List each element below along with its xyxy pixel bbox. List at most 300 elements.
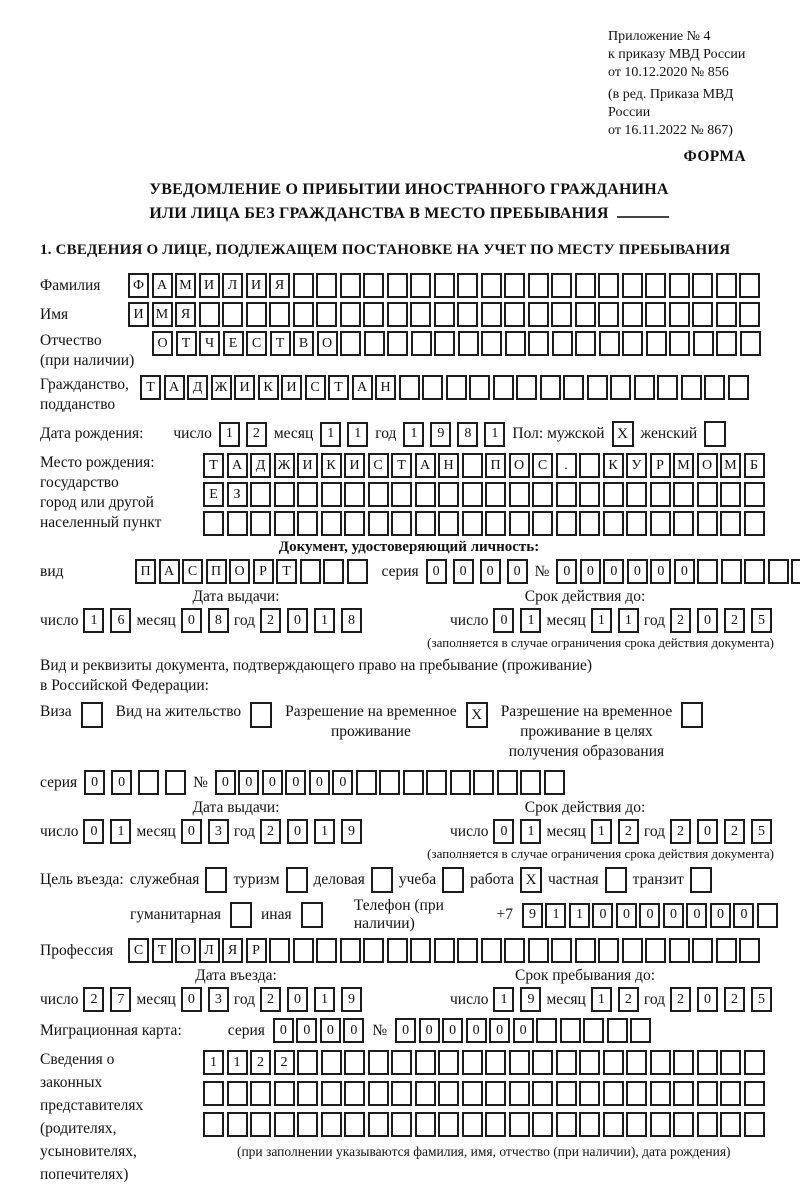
char-cell[interactable] — [316, 302, 337, 327]
char-cell[interactable] — [387, 302, 408, 327]
char-cell[interactable]: 0 — [287, 819, 308, 844]
char-cell[interactable]: М — [152, 302, 173, 327]
char-cell[interactable] — [387, 938, 408, 963]
char-cell[interactable]: П — [135, 559, 156, 584]
char-cell[interactable]: 1 — [347, 422, 368, 447]
char-cell[interactable] — [415, 511, 436, 536]
char-cell[interactable] — [368, 1112, 389, 1137]
char-cell[interactable] — [323, 559, 344, 584]
char-cell[interactable]: 1 — [227, 1050, 248, 1075]
char-cell[interactable] — [650, 482, 671, 507]
purpose-private-checkbox[interactable] — [605, 867, 627, 893]
char-cell[interactable] — [250, 1081, 271, 1106]
char-cell[interactable] — [415, 1050, 436, 1075]
char-cell[interactable] — [356, 770, 377, 795]
char-cell[interactable] — [716, 938, 737, 963]
char-cell[interactable] — [481, 331, 502, 356]
purpose-official-checkbox[interactable] — [205, 867, 227, 893]
char-cell[interactable] — [300, 559, 321, 584]
char-cell[interactable] — [321, 511, 342, 536]
char-cell[interactable] — [556, 1112, 577, 1137]
char-cell[interactable]: И — [297, 453, 318, 478]
char-cell[interactable] — [739, 938, 760, 963]
char-cell[interactable]: 1 — [320, 422, 341, 447]
char-cell[interactable]: 1 — [83, 608, 104, 633]
char-cell[interactable]: 0 — [84, 770, 105, 795]
char-cell[interactable] — [485, 482, 506, 507]
char-cell[interactable] — [297, 511, 318, 536]
char-cell[interactable]: А — [159, 559, 180, 584]
char-cell[interactable] — [481, 273, 502, 298]
char-cell[interactable] — [716, 331, 737, 356]
char-cell[interactable] — [504, 273, 525, 298]
char-cell[interactable] — [692, 938, 713, 963]
char-cell[interactable] — [344, 1050, 365, 1075]
purpose-work-checkbox[interactable]: X — [520, 867, 542, 893]
char-cell[interactable]: Р — [650, 453, 671, 478]
char-cell[interactable] — [528, 273, 549, 298]
char-cell[interactable]: С — [305, 375, 326, 400]
char-cell[interactable]: 0 — [426, 559, 447, 584]
char-cell[interactable] — [344, 511, 365, 536]
char-cell[interactable] — [293, 273, 314, 298]
char-cell[interactable] — [697, 511, 718, 536]
char-cell[interactable] — [387, 273, 408, 298]
char-cell[interactable] — [622, 331, 643, 356]
char-cell[interactable]: 0 — [686, 903, 707, 928]
char-cell[interactable]: 0 — [710, 903, 731, 928]
char-cell[interactable] — [563, 375, 584, 400]
char-cell[interactable]: А — [415, 453, 436, 478]
char-cell[interactable]: 0 — [262, 770, 283, 795]
char-cell[interactable] — [697, 559, 718, 584]
char-cell[interactable] — [462, 453, 483, 478]
char-cell[interactable]: 2 — [618, 819, 639, 844]
char-cell[interactable] — [227, 1081, 248, 1106]
char-cell[interactable] — [739, 302, 760, 327]
char-cell[interactable]: В — [293, 331, 314, 356]
char-cell[interactable] — [720, 1081, 741, 1106]
char-cell[interactable] — [728, 375, 749, 400]
char-cell[interactable] — [607, 1018, 628, 1043]
char-cell[interactable]: А — [352, 375, 373, 400]
char-cell[interactable] — [693, 331, 714, 356]
char-cell[interactable] — [387, 331, 408, 356]
char-cell[interactable] — [560, 1018, 581, 1043]
char-cell[interactable] — [457, 302, 478, 327]
char-cell[interactable] — [528, 302, 549, 327]
char-cell[interactable] — [744, 1081, 765, 1106]
char-cell[interactable] — [316, 938, 337, 963]
char-cell[interactable]: 0 — [513, 1018, 534, 1043]
char-cell[interactable]: 1 — [591, 608, 612, 633]
char-cell[interactable]: 2 — [670, 608, 691, 633]
char-cell[interactable] — [368, 511, 389, 536]
char-cell[interactable] — [485, 511, 506, 536]
char-cell[interactable]: 1 — [219, 422, 240, 447]
char-cell[interactable]: Ч — [199, 331, 220, 356]
char-cell[interactable] — [598, 302, 619, 327]
char-cell[interactable]: 0 — [273, 1018, 294, 1043]
char-cell[interactable] — [650, 1050, 671, 1075]
char-cell[interactable]: 2 — [670, 819, 691, 844]
char-cell[interactable] — [344, 482, 365, 507]
char-cell[interactable] — [650, 1081, 671, 1106]
char-cell[interactable] — [438, 1050, 459, 1075]
char-cell[interactable] — [347, 559, 368, 584]
char-cell[interactable] — [579, 1081, 600, 1106]
char-cell[interactable] — [697, 1112, 718, 1137]
char-cell[interactable] — [744, 482, 765, 507]
char-cell[interactable]: 5 — [751, 819, 772, 844]
char-cell[interactable]: К — [321, 453, 342, 478]
char-cell[interactable] — [673, 511, 694, 536]
visa-checkbox[interactable] — [81, 702, 103, 728]
char-cell[interactable]: М — [175, 273, 196, 298]
char-cell[interactable]: 0 — [287, 608, 308, 633]
char-cell[interactable] — [645, 273, 666, 298]
char-cell[interactable] — [438, 1081, 459, 1106]
char-cell[interactable] — [575, 938, 596, 963]
char-cell[interactable] — [598, 273, 619, 298]
char-cell[interactable]: 0 — [296, 1018, 317, 1043]
char-cell[interactable] — [673, 1050, 694, 1075]
char-cell[interactable] — [704, 375, 725, 400]
char-cell[interactable]: 0 — [674, 559, 695, 584]
char-cell[interactable] — [434, 938, 455, 963]
char-cell[interactable] — [540, 375, 561, 400]
char-cell[interactable] — [485, 1081, 506, 1106]
char-cell[interactable] — [391, 1050, 412, 1075]
char-cell[interactable] — [344, 1112, 365, 1137]
char-cell[interactable]: 0 — [663, 903, 684, 928]
char-cell[interactable] — [532, 482, 553, 507]
char-cell[interactable] — [622, 273, 643, 298]
char-cell[interactable] — [532, 1112, 553, 1137]
char-cell[interactable]: 1 — [314, 608, 335, 633]
char-cell[interactable]: Д — [250, 453, 271, 478]
char-cell[interactable] — [610, 375, 631, 400]
char-cell[interactable]: 1 — [493, 987, 514, 1012]
char-cell[interactable]: 1 — [569, 903, 590, 928]
char-cell[interactable] — [399, 375, 420, 400]
char-cell[interactable]: 9 — [430, 422, 451, 447]
char-cell[interactable] — [340, 938, 361, 963]
char-cell[interactable] — [681, 375, 702, 400]
char-cell[interactable] — [626, 511, 647, 536]
char-cell[interactable]: Т — [140, 375, 161, 400]
char-cell[interactable] — [579, 1050, 600, 1075]
char-cell[interactable] — [426, 770, 447, 795]
char-cell[interactable] — [716, 273, 737, 298]
char-cell[interactable]: 0 — [111, 770, 132, 795]
char-cell[interactable] — [575, 331, 596, 356]
char-cell[interactable]: 0 — [453, 559, 474, 584]
char-cell[interactable] — [340, 331, 361, 356]
purpose-humanitarian-checkbox[interactable] — [230, 902, 252, 928]
char-cell[interactable]: 2 — [260, 819, 281, 844]
char-cell[interactable] — [650, 511, 671, 536]
char-cell[interactable]: 2 — [246, 422, 267, 447]
char-cell[interactable] — [673, 482, 694, 507]
char-cell[interactable] — [391, 1081, 412, 1106]
char-cell[interactable] — [740, 331, 761, 356]
char-cell[interactable] — [528, 938, 549, 963]
purpose-business-checkbox[interactable] — [371, 867, 393, 893]
char-cell[interactable]: М — [673, 453, 694, 478]
char-cell[interactable]: 0 — [480, 559, 501, 584]
char-cell[interactable] — [457, 273, 478, 298]
char-cell[interactable] — [528, 331, 549, 356]
char-cell[interactable] — [274, 1112, 295, 1137]
char-cell[interactable] — [739, 273, 760, 298]
char-cell[interactable]: Ж — [211, 375, 232, 400]
char-cell[interactable] — [645, 302, 666, 327]
char-cell[interactable]: 0 — [309, 770, 330, 795]
char-cell[interactable] — [669, 938, 690, 963]
char-cell[interactable] — [462, 1081, 483, 1106]
char-cell[interactable] — [410, 302, 431, 327]
char-cell[interactable] — [657, 375, 678, 400]
char-cell[interactable]: 0 — [697, 608, 718, 633]
char-cell[interactable]: П — [485, 453, 506, 478]
char-cell[interactable]: 8 — [208, 608, 229, 633]
char-cell[interactable]: 0 — [627, 559, 648, 584]
char-cell[interactable] — [422, 375, 443, 400]
char-cell[interactable] — [462, 1050, 483, 1075]
char-cell[interactable]: 0 — [181, 608, 202, 633]
char-cell[interactable]: 3 — [208, 987, 229, 1012]
char-cell[interactable]: 1 — [545, 903, 566, 928]
char-cell[interactable]: 1 — [314, 987, 335, 1012]
char-cell[interactable] — [532, 511, 553, 536]
char-cell[interactable] — [575, 273, 596, 298]
char-cell[interactable]: 1 — [618, 608, 639, 633]
char-cell[interactable] — [509, 511, 530, 536]
char-cell[interactable]: Т — [270, 331, 291, 356]
char-cell[interactable]: 0 — [238, 770, 259, 795]
char-cell[interactable] — [321, 1112, 342, 1137]
char-cell[interactable] — [438, 1112, 459, 1137]
char-cell[interactable]: 5 — [751, 987, 772, 1012]
char-cell[interactable]: Т — [328, 375, 349, 400]
char-cell[interactable]: И — [199, 273, 220, 298]
char-cell[interactable] — [579, 511, 600, 536]
char-cell[interactable] — [645, 938, 666, 963]
char-cell[interactable]: 7 — [110, 987, 131, 1012]
char-cell[interactable] — [720, 1112, 741, 1137]
char-cell[interactable]: Ф — [128, 273, 149, 298]
char-cell[interactable] — [669, 273, 690, 298]
char-cell[interactable]: 0 — [83, 819, 104, 844]
char-cell[interactable] — [316, 273, 337, 298]
char-cell[interactable]: К — [603, 453, 624, 478]
char-cell[interactable] — [744, 559, 765, 584]
char-cell[interactable] — [599, 331, 620, 356]
char-cell[interactable] — [556, 482, 577, 507]
char-cell[interactable]: Л — [222, 273, 243, 298]
char-cell[interactable] — [340, 273, 361, 298]
char-cell[interactable] — [520, 770, 541, 795]
char-cell[interactable] — [321, 1081, 342, 1106]
char-cell[interactable]: 2 — [83, 987, 104, 1012]
char-cell[interactable] — [626, 1081, 647, 1106]
char-cell[interactable] — [673, 1112, 694, 1137]
char-cell[interactable] — [250, 1112, 271, 1137]
char-cell[interactable]: 0 — [332, 770, 353, 795]
sex-female-checkbox[interactable] — [704, 421, 726, 447]
char-cell[interactable] — [138, 770, 159, 795]
char-cell[interactable] — [603, 482, 624, 507]
char-cell[interactable]: И — [246, 273, 267, 298]
purpose-tourism-checkbox[interactable] — [286, 867, 308, 893]
char-cell[interactable] — [669, 302, 690, 327]
char-cell[interactable]: Р — [246, 938, 267, 963]
char-cell[interactable]: Т — [176, 331, 197, 356]
char-cell[interactable]: К — [258, 375, 279, 400]
char-cell[interactable] — [293, 302, 314, 327]
char-cell[interactable] — [744, 511, 765, 536]
char-cell[interactable]: 1 — [484, 422, 505, 447]
char-cell[interactable] — [321, 1050, 342, 1075]
char-cell[interactable] — [446, 375, 467, 400]
char-cell[interactable]: 2 — [670, 987, 691, 1012]
char-cell[interactable] — [509, 1112, 530, 1137]
char-cell[interactable] — [457, 938, 478, 963]
char-cell[interactable]: 5 — [751, 608, 772, 633]
purpose-other-checkbox[interactable] — [301, 902, 323, 928]
char-cell[interactable] — [579, 453, 600, 478]
char-cell[interactable] — [434, 331, 455, 356]
char-cell[interactable] — [504, 302, 525, 327]
char-cell[interactable] — [363, 938, 384, 963]
char-cell[interactable]: У — [626, 453, 647, 478]
char-cell[interactable] — [434, 273, 455, 298]
char-cell[interactable] — [391, 511, 412, 536]
char-cell[interactable]: 0 — [697, 987, 718, 1012]
char-cell[interactable] — [720, 511, 741, 536]
char-cell[interactable]: С — [128, 938, 149, 963]
char-cell[interactable]: Е — [203, 482, 224, 507]
char-cell[interactable] — [630, 1018, 651, 1043]
purpose-study-checkbox[interactable] — [442, 867, 464, 893]
char-cell[interactable] — [536, 1018, 557, 1043]
char-cell[interactable] — [297, 1050, 318, 1075]
char-cell[interactable] — [250, 482, 271, 507]
char-cell[interactable] — [274, 511, 295, 536]
char-cell[interactable] — [438, 511, 459, 536]
char-cell[interactable]: 2 — [724, 608, 745, 633]
char-cell[interactable] — [579, 1112, 600, 1137]
char-cell[interactable]: 2 — [250, 1050, 271, 1075]
char-cell[interactable] — [669, 331, 690, 356]
char-cell[interactable]: П — [206, 559, 227, 584]
sex-male-checkbox[interactable]: X — [612, 421, 634, 447]
char-cell[interactable]: Д — [187, 375, 208, 400]
char-cell[interactable]: 1 — [314, 819, 335, 844]
char-cell[interactable]: 0 — [616, 903, 637, 928]
char-cell[interactable] — [509, 482, 530, 507]
char-cell[interactable]: 0 — [603, 559, 624, 584]
char-cell[interactable]: 0 — [181, 987, 202, 1012]
char-cell[interactable]: 6 — [110, 608, 131, 633]
char-cell[interactable] — [462, 511, 483, 536]
char-cell[interactable] — [532, 1081, 553, 1106]
char-cell[interactable]: 1 — [110, 819, 131, 844]
char-cell[interactable]: 1 — [403, 422, 424, 447]
char-cell[interactable] — [551, 273, 572, 298]
char-cell[interactable] — [744, 1112, 765, 1137]
char-cell[interactable] — [622, 938, 643, 963]
char-cell[interactable] — [692, 302, 713, 327]
char-cell[interactable] — [485, 1112, 506, 1137]
char-cell[interactable]: Я — [175, 302, 196, 327]
char-cell[interactable]: О — [175, 938, 196, 963]
char-cell[interactable] — [598, 938, 619, 963]
char-cell[interactable] — [199, 302, 220, 327]
char-cell[interactable]: Т — [203, 453, 224, 478]
char-cell[interactable] — [321, 482, 342, 507]
char-cell[interactable]: С — [246, 331, 267, 356]
char-cell[interactable]: Н — [375, 375, 396, 400]
char-cell[interactable] — [469, 375, 490, 400]
char-cell[interactable]: 0 — [466, 1018, 487, 1043]
char-cell[interactable] — [757, 903, 778, 928]
char-cell[interactable] — [697, 482, 718, 507]
char-cell[interactable]: 0 — [489, 1018, 510, 1043]
char-cell[interactable] — [744, 1050, 765, 1075]
char-cell[interactable] — [505, 331, 526, 356]
char-cell[interactable]: 1 — [591, 819, 612, 844]
char-cell[interactable] — [227, 1112, 248, 1137]
char-cell[interactable] — [634, 375, 655, 400]
char-cell[interactable] — [551, 302, 572, 327]
char-cell[interactable]: А — [152, 273, 173, 298]
char-cell[interactable]: 9 — [520, 987, 541, 1012]
char-cell[interactable] — [438, 482, 459, 507]
char-cell[interactable]: Ж — [274, 453, 295, 478]
char-cell[interactable]: С — [368, 453, 389, 478]
char-cell[interactable] — [250, 511, 271, 536]
char-cell[interactable] — [692, 273, 713, 298]
char-cell[interactable] — [274, 482, 295, 507]
char-cell[interactable] — [410, 938, 431, 963]
char-cell[interactable] — [626, 1050, 647, 1075]
char-cell[interactable] — [410, 273, 431, 298]
char-cell[interactable] — [222, 302, 243, 327]
char-cell[interactable] — [403, 770, 424, 795]
char-cell[interactable] — [720, 482, 741, 507]
char-cell[interactable]: Р — [253, 559, 274, 584]
char-cell[interactable]: И — [281, 375, 302, 400]
char-cell[interactable] — [344, 1081, 365, 1106]
char-cell[interactable] — [274, 1081, 295, 1106]
char-cell[interactable] — [791, 559, 800, 584]
char-cell[interactable]: Т — [391, 453, 412, 478]
char-cell[interactable]: А — [164, 375, 185, 400]
char-cell[interactable]: 0 — [650, 559, 671, 584]
char-cell[interactable] — [363, 273, 384, 298]
char-cell[interactable] — [340, 302, 361, 327]
char-cell[interactable] — [450, 770, 471, 795]
char-cell[interactable] — [532, 1050, 553, 1075]
char-cell[interactable]: . — [556, 453, 577, 478]
char-cell[interactable] — [497, 770, 518, 795]
char-cell[interactable]: А — [227, 453, 248, 478]
char-cell[interactable]: 0 — [181, 819, 202, 844]
char-cell[interactable] — [434, 302, 455, 327]
char-cell[interactable] — [697, 1081, 718, 1106]
